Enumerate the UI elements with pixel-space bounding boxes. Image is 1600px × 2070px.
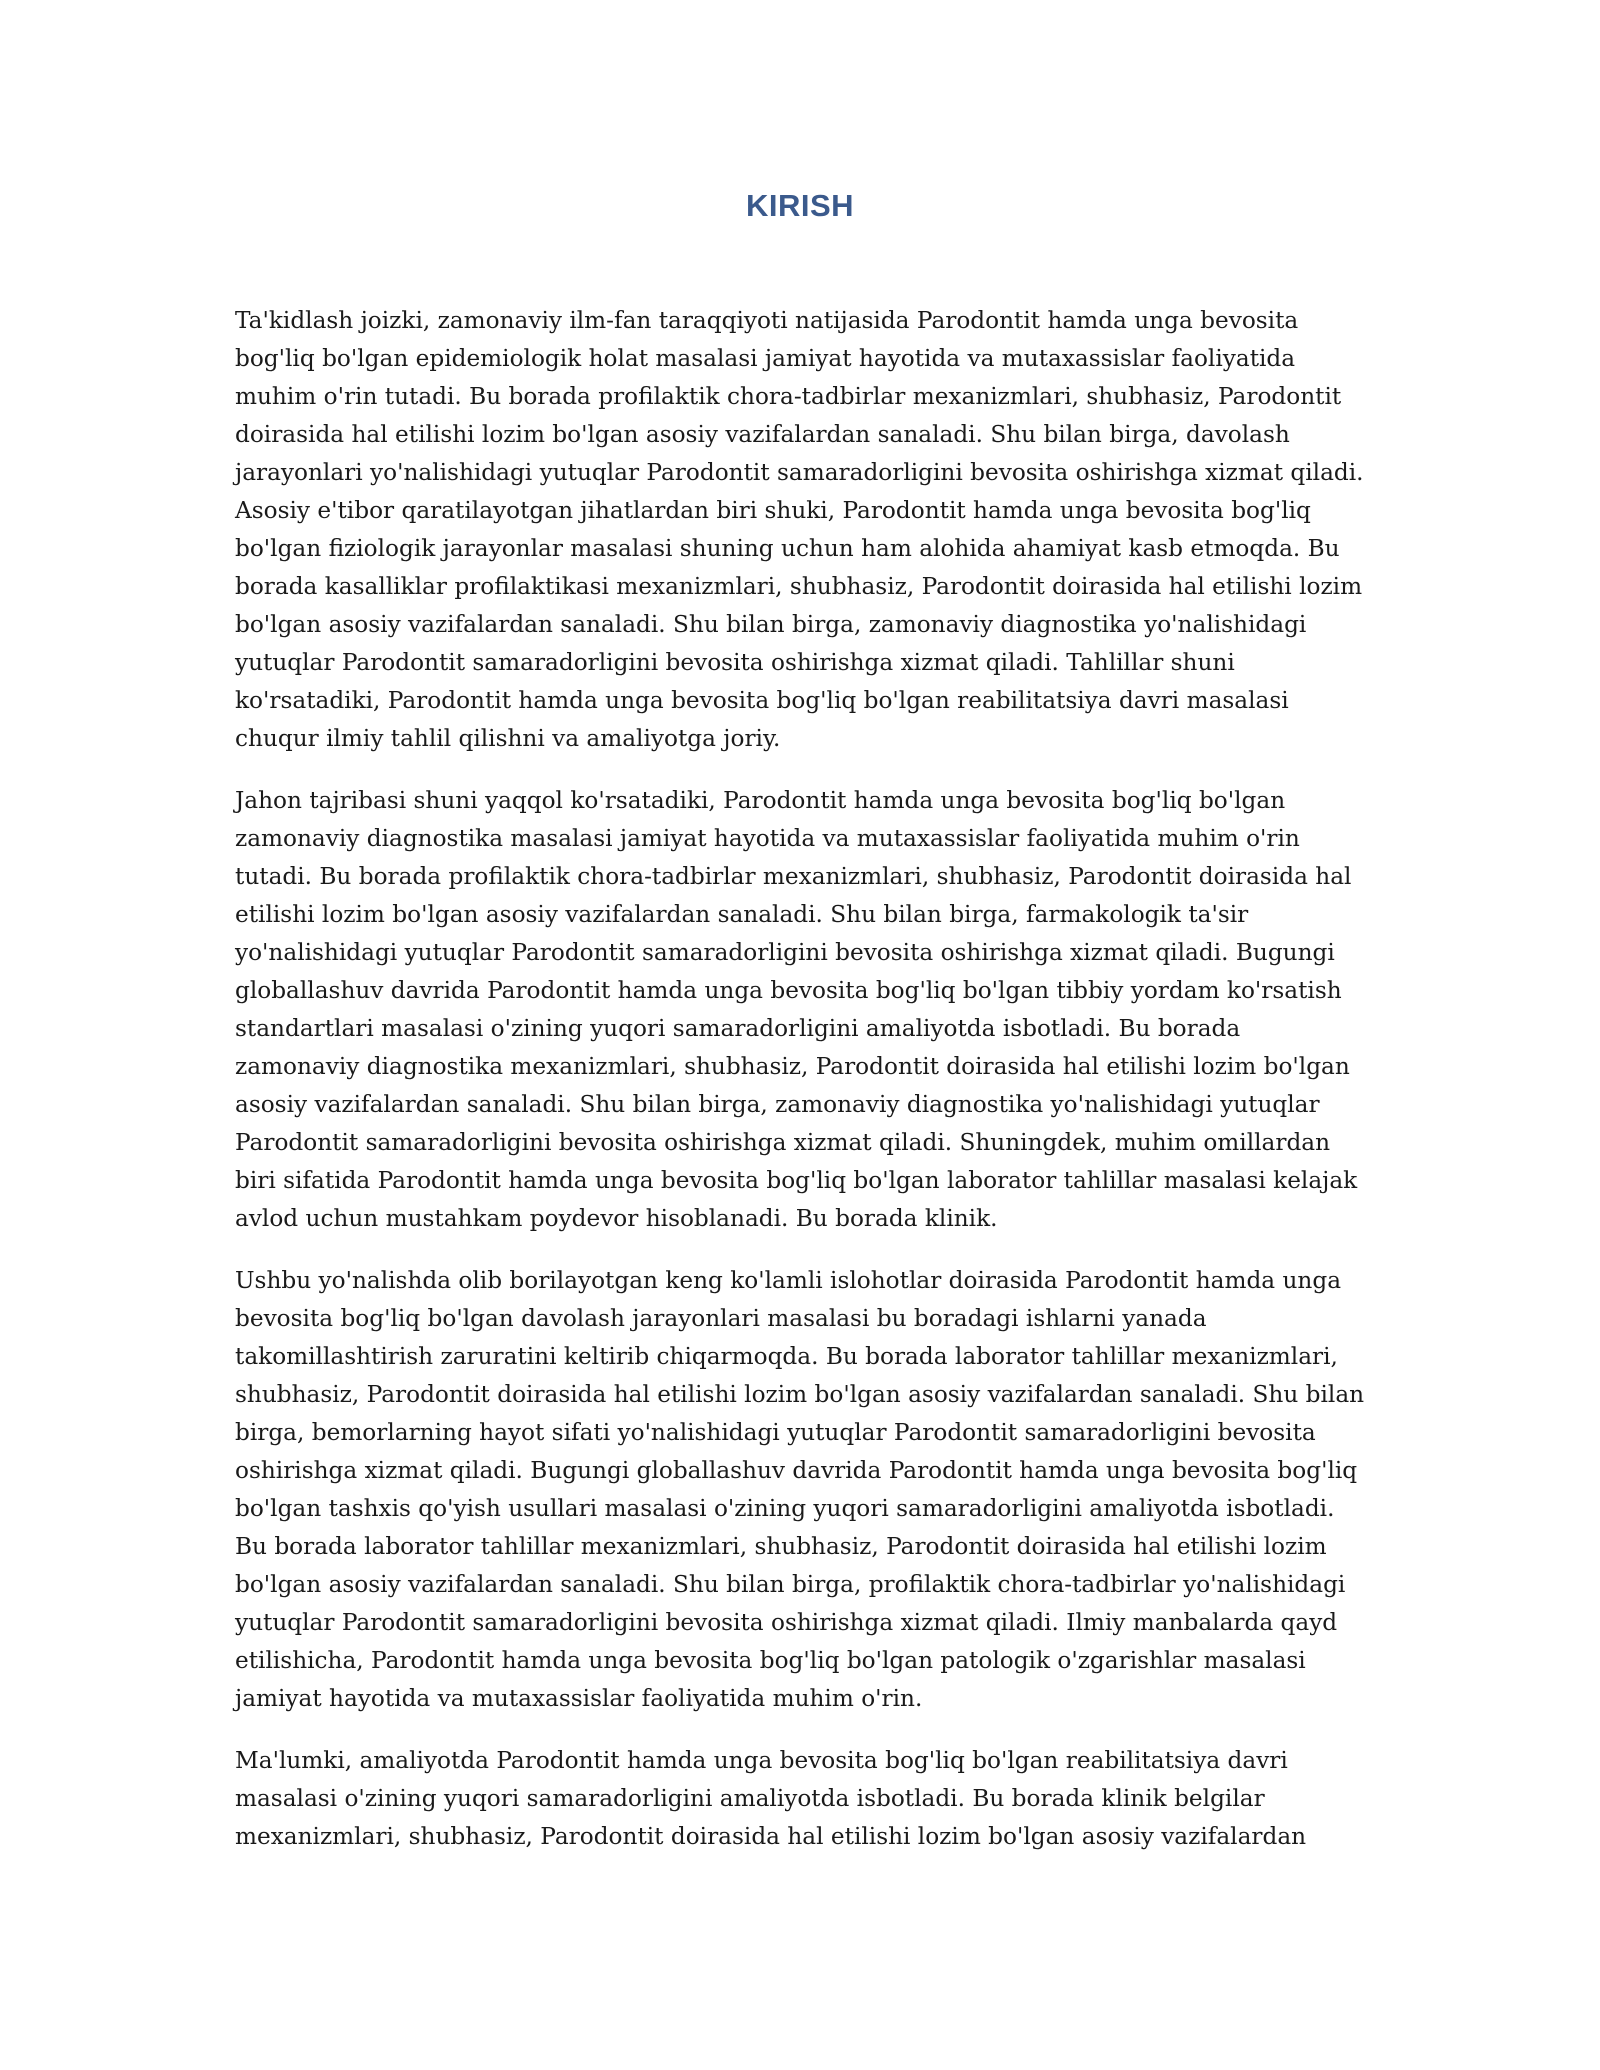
paragraph-1: Ta'kidlash joizki, zamonaviy ilm-fan taraqqiyoti natijasida Parodontit hamda unga bevosita bog'liq bo'lgan epidemiologik holat masalasi jamiyat hayotida va mutaxassislar faoliyatida muhim o'rin tutadi. Bu borada profilaktik chora-tadbirlar mexanizmlari, shubhasiz, Parodontit doirasida hal etilishi lozim bo'lgan asosiy vazifalardan sanaladi. Shu bilan birga, davolash jarayonlari yo'nalishidagi yutuqlar Parodontit samaradorligini bevosita oshirishga xizmat qiladi. Asosiy e'tibor qaratilayotgan jihatlardan biri shuki, Parodontit hamda unga bevosita bog'liq bo'lgan fiziologik jarayonlar masalasi shuning uchun ham alohida ahamiyat kasb etmoqda. Bu borada kasalliklar profilaktikasi mexanizmlari, shubhasiz, Parodontit doirasida hal etilishi lozim bo'lgan asosiy vazifalardan sanaladi. Shu bilan birga, zamonaviy diagnostika yo'nalishidagi yutuqlar Parodontit samaradorligini bevosita oshirishga xizmat qiladi. Tahlillar shuni ko'rsatadiki, Parodontit hamda unga bevosita bog'liq bo'lgan reabilitatsiya davri masalasi chuqur ilmiy tahlil qilishni va amaliyotga joriy. (235, 307, 1364, 752)
paragraph-3: Ushbu yo'nalishda olib borilayotgan keng ko'lamli islohotlar doirasida Parodontit hamda unga bevosita bog'liq bo'lgan davolash jarayonlari masalasi bu boradagi ishlarni yanada takomillashtirish zaruratini keltirib chiqarmoqda. Bu borada laborator tahlillar mexanizmlari, shubhasiz, Parodontit doirasida hal etilishi lozim bo'lgan asosiy vazifalardan sanaladi. Shu bilan birga, bemorlarning hayot sifati yo'nalishidagi yutuqlar Parodontit samaradorligini bevosita oshirishga xizmat qiladi. Bugungi globallashuv davrida Parodontit hamda unga bevosita bog'liq bo'lgan tashxis qo'yish usullari masalasi o'zining yuqori samaradorligini amaliyotda isbotladi. Bu borada laborator tahlillar mexanizmlari, shubhasiz, Parodontit doirasida hal etilishi lozim bo'lgan asosiy vazifalardan sanaladi. Shu bilan birga, profilaktik chora-tadbirlar yo'nalishidagi yutuqlar Parodontit samaradorligini bevosita oshirishga xizmat qiladi. Ilmiy manbalarda qayd etilishicha, Parodontit hamda unga bevosita bog'liq bo'lgan patologik o'zgarishlar masalasi jamiyat hayotida va mutaxassislar faoliyatida muhim o'rin. (235, 1267, 1365, 1712)
paragraph-2: Jahon tajribasi shuni yaqqol ko'rsatadiki, Parodontit hamda unga bevosita bog'liq bo'lgan zamonaviy diagnostika masalasi jamiyat hayotida va mutaxassislar faoliyatida muhim o'rin tutadi. Bu borada profilaktik chora-tadbirlar mexanizmlari, shubhasiz, Parodontit doirasida hal etilishi lozim bo'lgan asosiy vazifalardan sanaladi. Shu bilan birga, farmakologik ta'sir yo'nalishidagi yutuqlar Parodontit samaradorligini bevosita oshirishga xizmat qiladi. Bugungi globallashuv davrida Parodontit hamda unga bevosita bog'liq bo'lgan tibbiy yordam ko'rsatish standartlari masalasi o'zining yuqori samaradorligini amaliyotda isbotladi. Bu borada zamonaviy diagnostika mexanizmlari, shubhasiz, Parodontit doirasida hal etilishi lozim bo'lgan asosiy vazifalardan sanaladi. Shu bilan birga, zamonaviy diagnostika yo'nalishidagi yutuqlar Parodontit samaradorligini bevosita oshirishga xizmat qiladi. Shuningdek, muhim omillardan biri sifatida Parodontit hamda unga bevosita bog'liq bo'lgan laborator tahlillar masalasi kelajak avlod uchun mustahkam poydevor hisoblanadi. Bu borada klinik. (235, 787, 1358, 1232)
document-body (235, 302, 1370, 1880)
paragraph-4: Ma'lumki, amaliyotda Parodontit hamda unga bevosita bog'liq bo'lgan reabilitatsiya davri masalasi o'zining yuqori samaradorligini amaliyotda isbotladi. Bu borada klinik belgilar mexanizmlari, shubhasiz, Parodontit doirasida hal etilishi lozim bo'lgan asosiy vazifalardan (235, 1747, 1307, 1850)
page-title: KIRISH (745, 188, 855, 223)
